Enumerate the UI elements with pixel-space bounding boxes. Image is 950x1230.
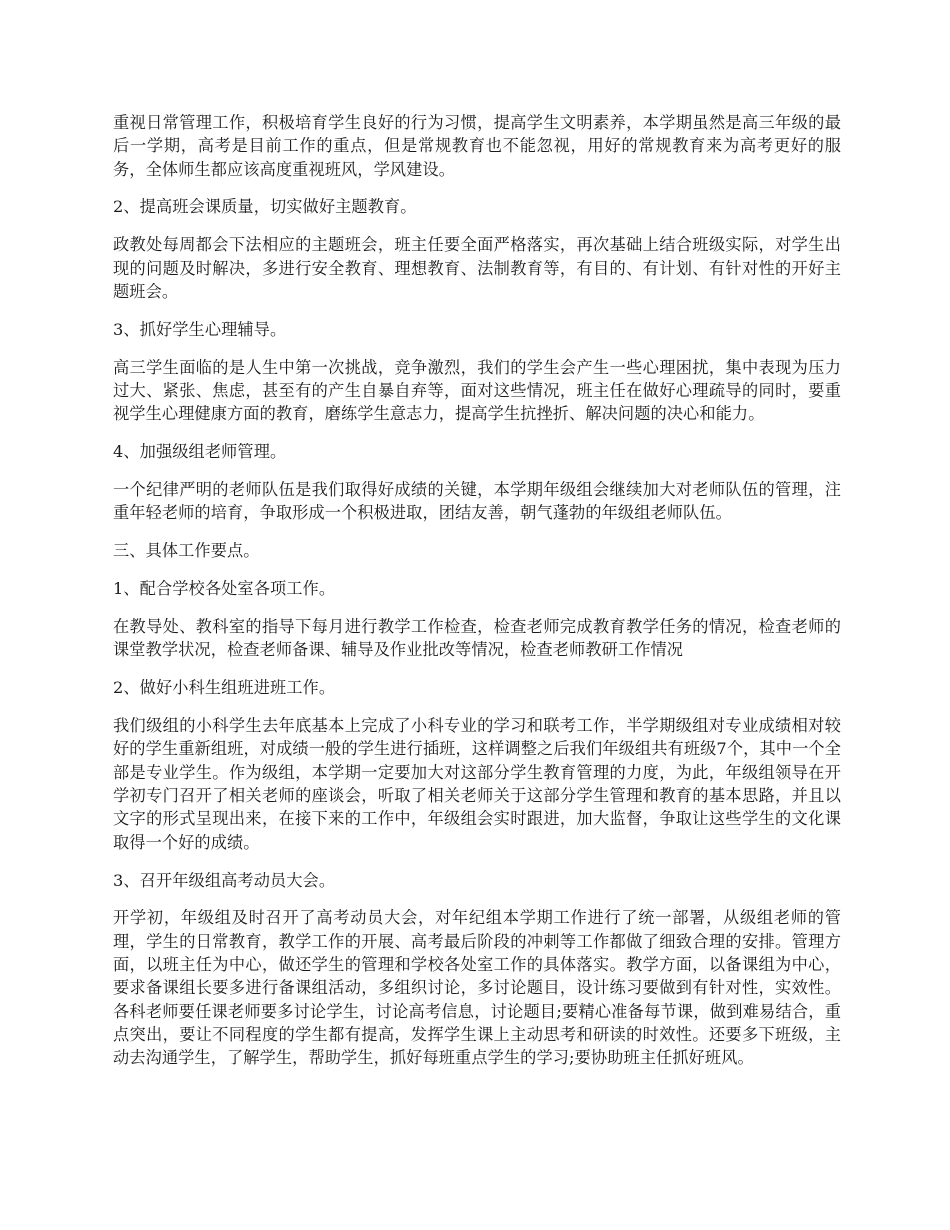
document-body xyxy=(113,111,841,1084)
paragraph-mobilization-meeting: 开学初，年级组及时召开了高考动员大会，对年纪组本学期工作进行了统一部署，从级组老师的管理，学生的日常教育，教学工作的开展、高考最后阶段的冲刺等工作都做了细致合理的安排。管理方面，以班主任为中心，做还学生的管理和学校各处室工作的具体落实。教学方面，以备课组为中心，要求备课组长要多进行备课组活动，多组织讨论，多讨论题目，设计练习要做到有针对性，实效性。各科老师要任课老师要多讨论学生，讨论高考信息，讨论题目;要精心准备每节课，做到难易结合，重点突出，要让不同程度的学生都有提高，发挥学生课上主动思考和研读的时效性。还要多下班级，主动去沟通学生，了解学生，帮助学生，抓好每班重点学生的学习;要协助班主任抓好班风。 xyxy=(113,908,841,1068)
paragraph-daily-management: 重视日常管理工作，积极培育学生良好的行为习惯，提高学生文明素养，本学期虽然是高三年级的最后一学期，高考是目前工作的重点，但是常规教育也不能忽视，用好的常规教育来为高考更好的服务，全体师生都应该高度重视班风，学风建设。 xyxy=(113,113,841,179)
paragraph-cooperate-offices: 在教导处、教科室的指导下每月进行教学工作检查，检查老师完成教育教学任务的情况，检查老师的课堂教学状况，检查老师备课、辅导及作业批改等情况，检查老师教研工作情况 xyxy=(113,617,841,660)
paragraph-psychological-counseling: 高三学生面临的是人生中第一次挑战，竞争激烈，我们的学生会产生一些心理困扰，集中表现为压力过大、紧张、焦虑，甚至有的产生自暴自弃等，面对这些情况，班主任在做好心理疏导的同时，要重视学生心理健康方面的教育，磨练学生意志力，提高学生抗挫折、解决问题的决心和能力。 xyxy=(113,357,841,424)
heading-special-classes: 2、做好小科生组班进班工作。 xyxy=(113,678,336,698)
heading-mobilization-meeting: 3、召开年级组高考动员大会。 xyxy=(113,870,336,890)
paragraph-teacher-management: 一个纪律严明的老师队伍是我们取得好成绩的关键，本学期年级组会继续加大对老师队伍的管理，注重年轻老师的培育，争取形成一个积极进取，团结友善，朝气蓬勃的年级组老师队伍。 xyxy=(113,480,841,523)
paragraph-class-meeting: 政教处每周都会下法相应的主题班会，班主任要全面严格落实，再次基础上结合班级实际，对学生出现的问题及时解决，多进行安全教育、理想教育、法制教育等，有目的、有计划、有针对性的开好主题班会。 xyxy=(113,235,841,301)
heading-cooperate-offices: 1、配合学校各处室各项工作。 xyxy=(113,579,336,599)
heading-teacher-management: 4、加强级组老师管理。 xyxy=(113,442,287,462)
paragraph-special-classes: 我们级组的小科学生去年底基本上完成了小科专业的学习和联考工作，半学期级组对专业成绩相对较好的学生重新组班，对成绩一般的学生进行插班，这样调整之后我们年级组共有班级7个，其中一个全部是专业学生。作为级组，本学期一定要加大对这部分学生教育管理的力度，为此，年级组领导在开学初专门召开了相关老师的座谈会，听取了相关老师关于这部分学生管理和教育的基本思路，并且以文字的形式呈现出来，在接下来的工作中，年级组会实时跟进，加大监督，争取让这些学生的文化课取得一个好的成绩。 xyxy=(113,716,841,852)
heading-psychological-counseling: 3、抓好学生心理辅导。 xyxy=(113,319,287,339)
heading-class-meeting: 2、提高班会课质量，切实做好主题教育。 xyxy=(113,197,417,217)
heading-work-points: 三、具体工作要点。 xyxy=(113,541,260,561)
